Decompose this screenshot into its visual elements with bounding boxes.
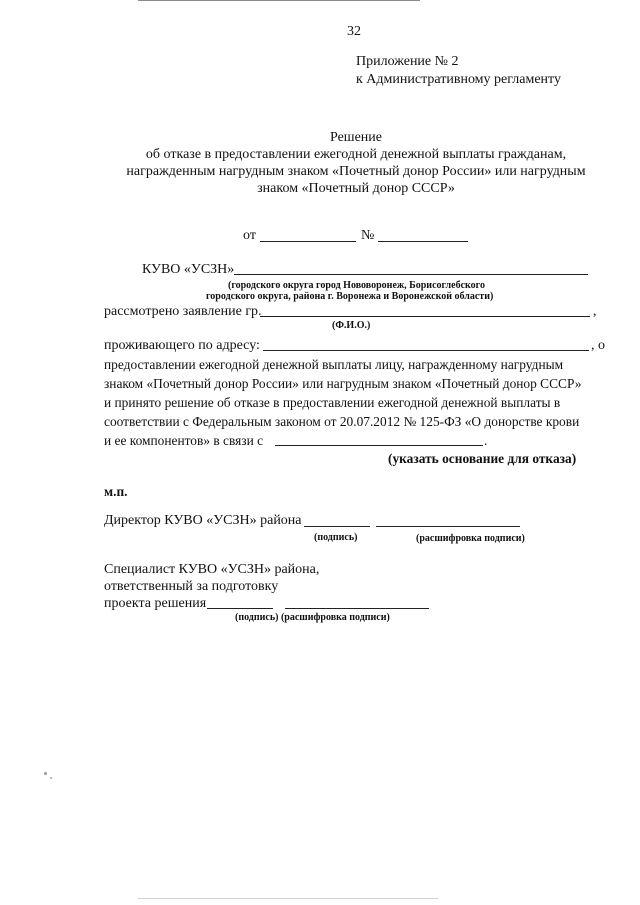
specialist-line-2: ответственный за подготовку <box>104 579 279 594</box>
specialist-line-3: проекта решения <box>104 596 207 611</box>
scan-speck <box>44 772 47 775</box>
document-title-line-1: об отказе в предоставлении ежегодной денежной выплаты гражданам, <box>145 147 567 162</box>
scan-edge-bottom <box>138 898 438 899</box>
number-field[interactable] <box>378 241 468 242</box>
stamp-place: м.п. <box>104 484 128 499</box>
specialist-signature-field[interactable] <box>207 608 273 609</box>
appendix-line-1: Приложение № 2 <box>356 54 459 69</box>
specialist-hints: (подпись) (расшифровка подписи) <box>235 612 390 623</box>
address-end: , о <box>591 338 605 353</box>
director-signature-field[interactable] <box>304 526 370 527</box>
page-number: 32 <box>347 24 361 39</box>
body-line-5-end: . <box>484 433 488 448</box>
body-line-2: знаком «Почетный донор России» или нагрудным знаком «Почетный донор СССР» <box>104 376 582 391</box>
specialist-line-1: Специалист КУВО «УСЗН» района, <box>104 562 320 577</box>
org-hint-line-2: городского округа, района г. Воронежа и Воронежской области) <box>206 291 494 302</box>
reason-field[interactable] <box>275 445 483 446</box>
reason-hint: (указать основание для отказа) <box>388 451 577 466</box>
specialist-decode-field[interactable] <box>285 608 429 609</box>
director-label: Директор КУВО «УСЗН» района <box>104 513 302 528</box>
date-field[interactable] <box>260 241 356 242</box>
address-label: проживающего по адресу: <box>104 338 260 353</box>
director-signature-hint: (подпись) <box>314 532 358 543</box>
fio-hint: (Ф.И.О.) <box>332 320 371 331</box>
document-heading: Решение <box>329 130 382 145</box>
body-line-1: предоставлении ежегодной денежной выплаты лицу, награжденному нагрудным <box>104 357 564 372</box>
body-line-4: соответствии с Федеральным законом от 20.07.2012 № 125-ФЗ «О донорстве крови <box>104 414 580 429</box>
body-line-3: и принято решение об отказе в предоставлении ежегодной денежной выплаты в <box>104 395 561 410</box>
scan-speck <box>50 777 52 779</box>
director-decode-field[interactable] <box>376 526 520 527</box>
appendix-line-2: к Административному регламенту <box>356 72 561 87</box>
org-hint-line-1: (городского округа город Нововоронеж, Борисоглебского <box>228 280 485 291</box>
body-line-5-start: и ее компонентов» в связи с <box>104 433 264 448</box>
org-field[interactable] <box>234 274 588 275</box>
document-title-line-2: награжденным нагрудным знаком «Почетный донор России» или нагрудным <box>126 164 586 179</box>
document-title-line-3: знаком «Почетный донор СССР» <box>257 181 455 196</box>
application-comma: , <box>593 304 597 319</box>
scan-edge-top <box>138 0 420 1</box>
date-from-label: от <box>243 228 256 243</box>
org-label: КУВО «УСЗН» <box>142 262 235 277</box>
director-decode-hint: (расшифровка подписи) <box>416 533 525 544</box>
application-label: рассмотрено заявление гр. <box>104 304 262 319</box>
applicant-name-field[interactable] <box>260 316 590 317</box>
address-field[interactable] <box>263 350 589 351</box>
number-label: № <box>361 228 375 243</box>
